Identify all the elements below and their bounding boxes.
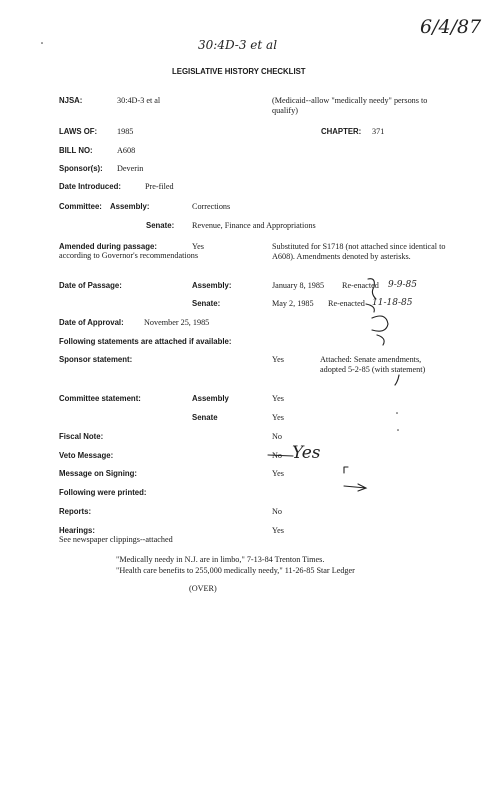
approval-value: November 25, 1985 <box>144 318 210 327</box>
following-printed-heading: Following were printed: <box>59 488 147 497</box>
amended-sub: according to Governor's recommendations <box>59 251 199 260</box>
handwritten-reenact-1: 9-9-85 <box>388 280 417 290</box>
committee-assembly-label: Assembly: <box>110 202 150 211</box>
passage-senate-label: Senate: <box>192 299 221 308</box>
committee-assembly-value: Corrections <box>192 202 231 211</box>
arrow-mark <box>344 484 366 491</box>
dot-mark-3 <box>397 429 399 431</box>
committee-senate-label: Senate: <box>146 221 175 230</box>
message-on-signing-label: Message on Signing: <box>59 469 137 478</box>
following-statements-heading: Following statements are attached if available: <box>59 337 232 346</box>
committee-statement-label: Committee statement: <box>59 394 141 403</box>
bracket-mark-2 <box>366 304 374 312</box>
small-mark-1 <box>344 467 348 473</box>
passage-senate-value: May 2, 1985 <box>272 299 314 308</box>
laws-of-value: 1985 <box>117 127 134 136</box>
message-on-signing-value: Yes <box>272 469 284 478</box>
passage-reenacted-label-1: Re-enacted <box>342 281 379 290</box>
fiscal-note-value: No <box>272 432 283 441</box>
over-note: (OVER) <box>189 584 217 593</box>
sponsor-label: Sponsor(s): <box>59 164 103 173</box>
sponsor-statement-value: Yes <box>272 355 284 364</box>
amended-value: Yes <box>192 242 204 251</box>
page-title: LEGISLATIVE HISTORY CHECKLIST <box>172 67 306 76</box>
passage-label: Date of Passage: <box>59 281 122 290</box>
bill-no-value: A608 <box>117 146 136 155</box>
njsa-value: 30:4D-3 et al <box>117 96 161 105</box>
sponsor-value: Deverin <box>117 164 144 173</box>
approval-label: Date of Approval: <box>59 318 124 327</box>
fiscal-note-label: Fiscal Note: <box>59 432 104 441</box>
committee-statement-senate-label: Senate <box>192 413 218 422</box>
tick-mark-1 <box>395 375 399 385</box>
njsa-note: (Medicaid--allow "medically needy" persons to qualify) <box>272 96 428 115</box>
passage-assembly-value: January 8, 1985 <box>272 281 325 290</box>
hearings-label: Hearings: <box>59 526 95 535</box>
reports-value: No <box>272 507 283 516</box>
njsa-label: NJSA: <box>59 96 83 105</box>
chapter-value: 371 <box>372 127 385 136</box>
veto-message-value: No <box>272 451 283 460</box>
handwritten-date: 6/4/87 <box>420 16 482 38</box>
chapter-label: CHAPTER: <box>321 127 362 136</box>
laws-of-label: LAWS OF: <box>59 127 98 136</box>
committee-statement-senate-value: Yes <box>272 413 284 422</box>
handwritten-reenact-2: 11-18-85 <box>372 298 413 308</box>
dot-mark-2 <box>396 412 398 414</box>
scribble-mark-2 <box>377 335 384 345</box>
handwritten-veto-yes: Yes <box>292 443 321 463</box>
sponsor-statement-note: Attached: Senate amendments, adopted 5-2-85 (with statement) <box>320 355 426 374</box>
bracket-mark-1 <box>368 279 376 299</box>
dot-mark-1 <box>41 42 43 44</box>
date-introduced-label: Date Introduced: <box>59 182 121 191</box>
committee-senate-value: Revenue, Finance and Appropriations <box>192 221 316 230</box>
passage-assembly-label: Assembly: <box>192 281 232 290</box>
reports-label: Reports: <box>59 507 92 516</box>
passage-reenacted-label-2: Re-enacted <box>328 299 365 308</box>
bill-no-label: BILL NO: <box>59 146 93 155</box>
clippings-note: See newspaper clippings--attached <box>59 535 173 544</box>
committee-statement-assembly-value: Yes <box>272 394 284 403</box>
scribble-mark-1 <box>372 316 388 331</box>
veto-strike-mark <box>268 455 293 456</box>
amended-note: Substituted for S1718 (not attached since identical to A608). Amendments denoted by asterisks. <box>272 242 446 261</box>
hearings-value: Yes <box>272 526 284 535</box>
sponsor-statement-label: Sponsor statement: <box>59 355 133 364</box>
amended-label: Amended during passage: <box>59 242 157 251</box>
veto-message-label: Veto Message: <box>59 451 114 460</box>
clipping-2: "Health care benefits to 255,000 medically needy," 11-26-85 Star Ledger <box>116 566 355 575</box>
committee-label: Committee: <box>59 202 102 211</box>
date-introduced-value: Pre-filed <box>145 182 174 191</box>
clipping-1: "Medically needy in N.J. are in limbo," 7-13-84 Trenton Times. <box>116 555 325 564</box>
handwritten-citation: 30:4D-3 et al <box>198 38 278 52</box>
committee-statement-assembly-label: Assembly <box>192 394 229 403</box>
